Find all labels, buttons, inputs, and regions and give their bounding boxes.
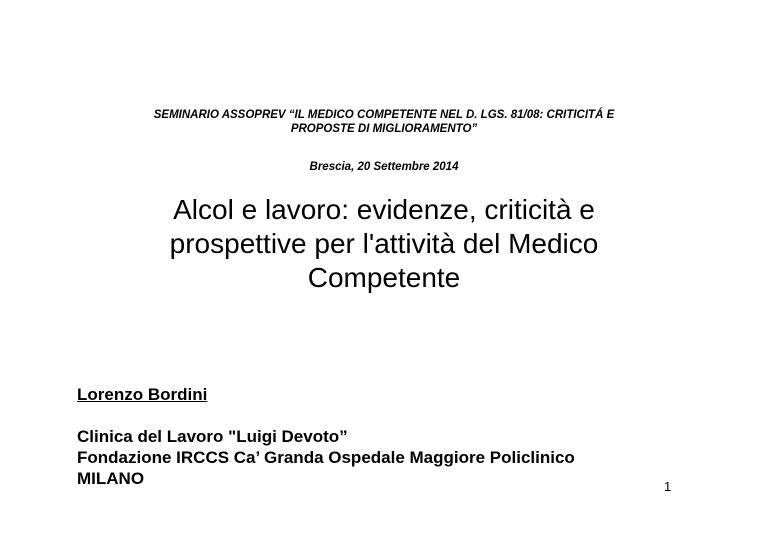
author-affiliation (77, 426, 575, 489)
title-line-2: prospettive per l'attività del Medico (169, 228, 599, 259)
event-date: Brescia, 20 Settembre 2014 (309, 161, 459, 173)
page-number: 1 (664, 479, 672, 494)
affiliation-line-2: Fondazione IRCCS Ca’ Granda Ospedale Maggiore Policlinico (77, 448, 575, 467)
affiliation-line-3: MILANO (77, 469, 145, 488)
title-line-3: Competente (307, 262, 461, 293)
seminar-header (0, 108, 768, 136)
affiliation-line-1: Clinica del Lavoro "Luigi Devoto” (77, 427, 348, 446)
title-line-1: Alcol e lavoro: evidenze, criticità e (173, 194, 595, 225)
author-name: Lorenzo Bordini (77, 385, 208, 404)
slide-title (0, 193, 768, 295)
seminar-line-2: PROPOSTE DI MIGLIORAMENTO” (290, 123, 478, 135)
seminar-line-1: SEMINARIO ASSOPREV “IL MEDICO COMPETENTE NEL D. LGS. 81/08: CRITICITÁ E (153, 109, 615, 121)
